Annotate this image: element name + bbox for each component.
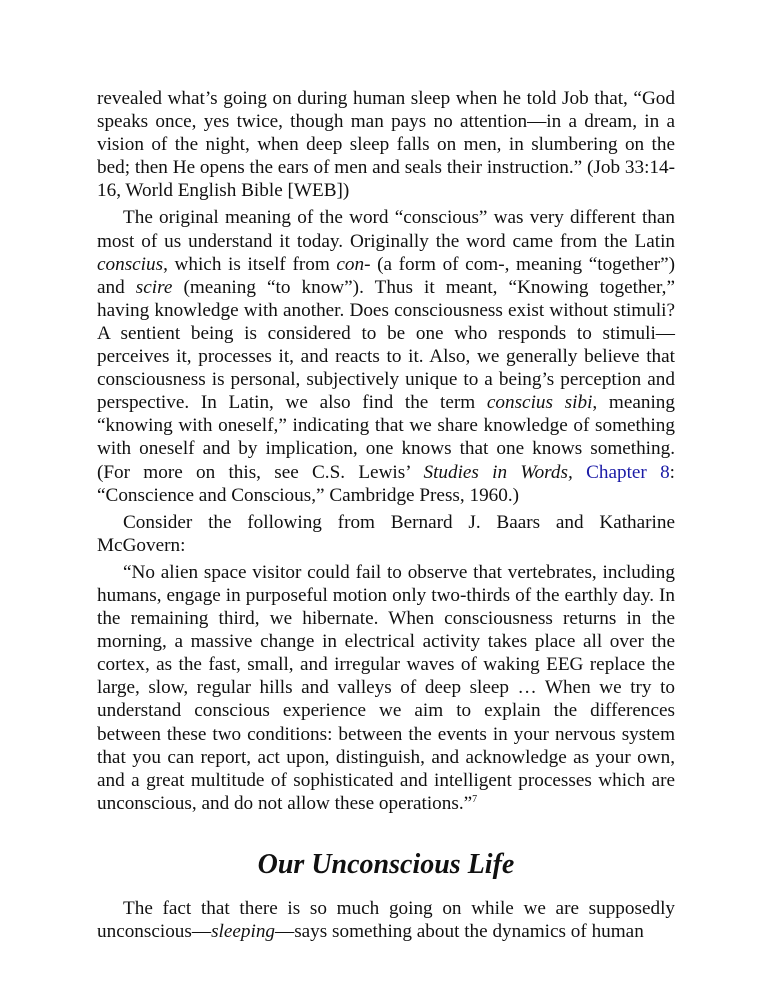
- text-run: : “Conscience and Conscious,” Cambridge Press, 1960.): [97, 461, 676, 506]
- italic-term: conscius: [97, 253, 164, 275]
- italic-term: scire: [135, 276, 173, 298]
- text-run: The original meaning of the word “conscious” was very different than most of us understand it today. Originally the word came from the Latin: [97, 207, 675, 252]
- book-title: Studies in Words,: [423, 461, 573, 483]
- text-run: (meaning “to know”). Thus it meant, “Knowing together,” having knowledge with another. Does consciousness exist without stimuli? A sentient being is considered to be one who responds to stimuli—perceives it, processes it, and reacts to it. Also, we generally believe that consciousness is personal, subjectively unique to a being’s perception and perspective. In Latin, we also find the term: [97, 276, 675, 414]
- paragraph-baars-quote: [97, 561, 675, 815]
- text-run: , meaning “knowing with oneself,” indicating that we share knowledge of something with oneself and by implication, one knows that one knows something. (For more on this, see C.S. Lewis’: [97, 392, 675, 483]
- quote-text: “No alien space visitor could fail to observe that vertebrates, including humans, engage in purposeful motion only two-thirds of the earthly day. In the remaining third, we hibernate. When consciousness returns in the morning, a massive change in electrical activity takes place all over the cortex, as the fast, small, and irregular waves of waking EEG replace the large, slow, regular hills and valleys of deep sleep … When we try to understand conscious experience we aim to explain the differences between these two conditions: between the events in your nervous system that you can report, act upon, distinguish, and acknowledge as your own, and a great multitude of sophisticated and intelligent processes which are unconscious, and do not allow these operations.”: [97, 561, 675, 814]
- italic-term: conscius sibi: [486, 392, 593, 414]
- chapter-8-link[interactable]: Chapter 8: [586, 461, 670, 483]
- footnote-ref[interactable]: 7: [472, 793, 478, 805]
- italic-term: sleeping: [211, 921, 276, 942]
- text-run: (a form of com-, meaning “together”) and: [97, 253, 676, 298]
- text-run: , which is itself from: [163, 253, 337, 275]
- paragraph-job-quote: revealed what’s going on during human sleep when he told Job that, “God speaks once, yes twice, though man pays no attention—in a dream, in a vision of the night, when deep sleep falls on men, in slumbering on the bed; then He opens the ears of men and seals their instruction.” (Job 33:14-16, World English Bible [WEB]): [97, 88, 675, 202]
- italic-term: con-: [336, 253, 371, 275]
- paragraph-conscious-meaning: [97, 206, 675, 506]
- section-heading: Our Unconscious Life: [257, 848, 515, 880]
- text-run: The fact that there is so much going on while we are supposedly unconscious—: [97, 897, 675, 942]
- paragraph-baars-intro: Consider the following from Bernard J. Baars and Katharine McGovern:: [97, 511, 675, 556]
- text-run: —says something about the dynamics of human: [275, 921, 644, 942]
- paragraph-unconscious-life: [97, 897, 675, 943]
